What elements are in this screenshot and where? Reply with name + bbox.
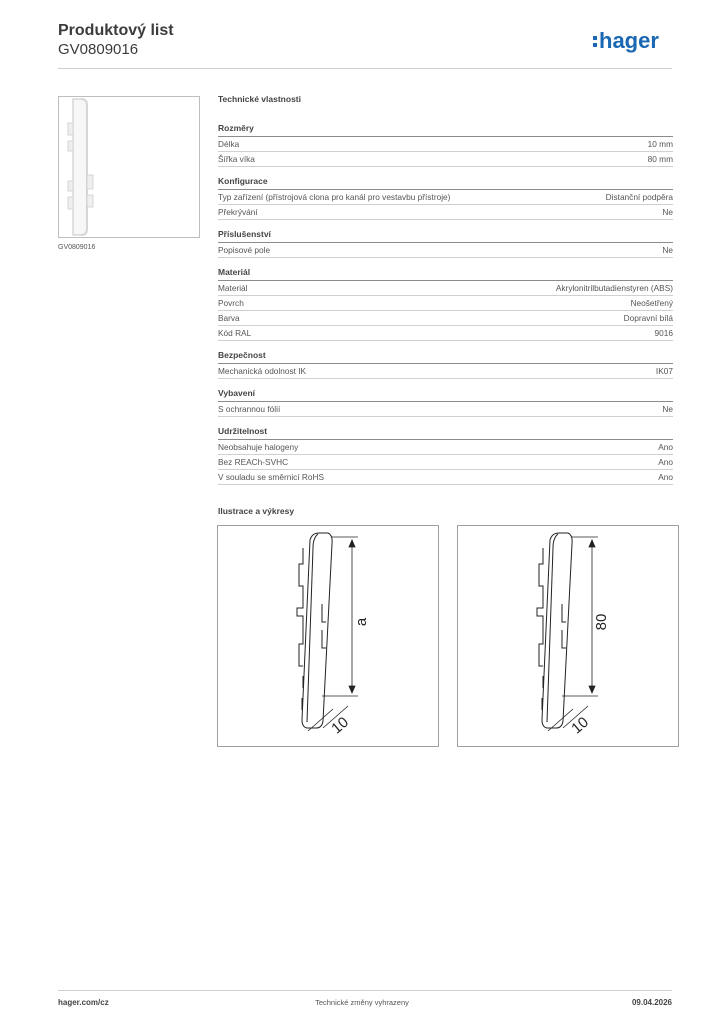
- spec-value: Akrylonitrilbutadienstyren (ABS): [555, 283, 673, 293]
- spec-row: [218, 190, 673, 205]
- spec-row: [218, 470, 673, 485]
- spec-row: [218, 440, 673, 455]
- height-label: 80: [593, 613, 610, 631]
- thumbnail-caption: GV0809016: [58, 244, 96, 251]
- spec-value: 10 mm: [647, 139, 673, 149]
- spec-section: [218, 267, 673, 341]
- spec-section-title: Vybavení: [218, 388, 673, 402]
- document-title: Produktový list: [58, 22, 174, 39]
- footer-website-link[interactable]: hager.com/cz: [58, 998, 109, 1007]
- spec-label: Mechanická odolnost IK: [218, 366, 307, 376]
- product-code: GV0809016: [58, 41, 139, 58]
- spec-row: [218, 281, 673, 296]
- spec-label: Bez REACh-SVHC: [218, 457, 289, 467]
- spec-value: 80 mm: [647, 154, 673, 164]
- spec-value: Ne: [662, 245, 673, 255]
- spec-value: Distanční podpěra: [605, 192, 673, 202]
- spec-row: [218, 152, 673, 167]
- spec-value: Ne: [662, 207, 673, 217]
- spec-section-title: Příslušenství: [218, 229, 673, 243]
- spec-section: [218, 229, 673, 258]
- spec-label: Neobsahuje halogeny: [218, 442, 299, 452]
- spec-label: Délka: [218, 139, 240, 149]
- spec-section: [218, 388, 673, 417]
- spec-row: [218, 311, 673, 326]
- spec-value: Ano: [658, 472, 673, 482]
- spec-section: [218, 123, 673, 167]
- logo-text: hager: [599, 28, 659, 53]
- spec-section: [218, 350, 673, 379]
- spec-label: Povrch: [218, 298, 244, 308]
- spec-row: [218, 455, 673, 470]
- spec-section-title: Rozměry: [218, 123, 673, 137]
- spec-value: Neošetřený: [630, 298, 673, 308]
- spec-label: Překrývání: [218, 207, 258, 217]
- spec-sections: [218, 123, 673, 485]
- spec-row: [218, 137, 673, 152]
- spec-section-title: Bezpečnost: [218, 350, 673, 364]
- footer-date: 09.04.2026: [631, 998, 672, 1007]
- spec-label: Typ zařízení (přístrojová clona pro kanál pro vestavbu přístroje): [218, 192, 451, 202]
- spec-value: Ano: [658, 442, 673, 452]
- spec-value: Dopravní bílá: [623, 313, 673, 323]
- spec-section-title: Materiál: [218, 267, 673, 281]
- drawing-dimension-a: [217, 525, 439, 747]
- spec-value: Ano: [658, 457, 673, 467]
- spec-label: Popisové pole: [218, 245, 271, 255]
- spec-row: [218, 205, 673, 220]
- spec-label: S ochrannou fólií: [218, 404, 281, 414]
- illustrations-heading: Ilustrace a výkresy: [218, 506, 295, 516]
- header-divider: [58, 68, 672, 69]
- spec-row: [218, 243, 673, 258]
- spec-value: Ne: [662, 404, 673, 414]
- technical-specs: [218, 94, 673, 494]
- drawing-dimension-80: [457, 525, 679, 747]
- spec-label: Šířka víka: [218, 154, 255, 164]
- spec-row: [218, 326, 673, 341]
- spec-label: Materiál: [218, 283, 248, 293]
- spec-section: [218, 176, 673, 220]
- height-label: a: [353, 617, 370, 627]
- spec-row: [218, 402, 673, 417]
- spec-value: 9016: [654, 328, 673, 338]
- spec-label: V souladu se směrnicí RoHS: [218, 472, 325, 482]
- specs-heading: Technické vlastnosti: [218, 94, 301, 104]
- product-thumbnail: [58, 96, 200, 238]
- footer-divider: [58, 990, 672, 991]
- depth-label: 10: [568, 713, 592, 738]
- depth-label: 10: [328, 713, 352, 738]
- spec-row: [218, 364, 673, 379]
- spec-label: Kód RAL: [218, 328, 252, 338]
- spec-label: Barva: [218, 313, 240, 323]
- spec-section-title: Konfigurace: [218, 176, 673, 190]
- hager-logo: [593, 28, 675, 58]
- footer-notice: Technické změny vyhrazeny: [315, 998, 409, 1007]
- spec-section-title: Udržitelnost: [218, 426, 673, 440]
- spec-section: [218, 426, 673, 485]
- spec-value: IK07: [655, 366, 673, 376]
- spec-row: [218, 296, 673, 311]
